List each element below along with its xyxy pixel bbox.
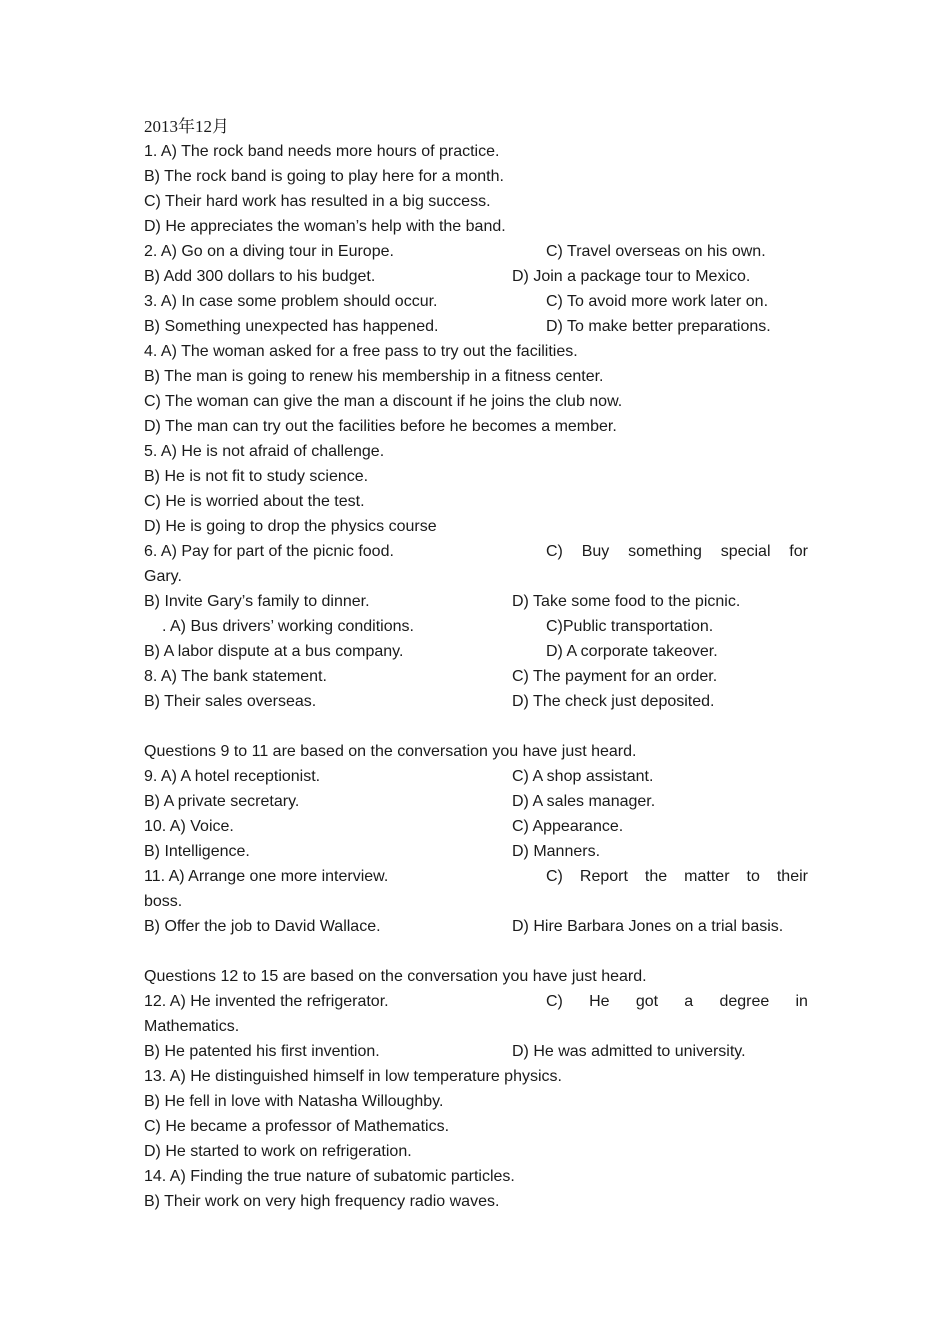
q7-row-2	[144, 639, 808, 664]
q3-option-b: B) Something unexpected has happened.	[144, 318, 439, 335]
q11-option-c-word: C)	[546, 868, 563, 885]
q9-row-1	[144, 764, 808, 789]
q1-option-a: 1. A) The rock band needs more hours of practice.	[144, 143, 500, 160]
q3-row-2	[144, 314, 808, 339]
q11-option-c	[546, 864, 808, 889]
q12-option-c	[546, 989, 808, 1014]
q7-option-d: D) A corporate takeover.	[546, 643, 718, 660]
q6-option-c-word: C)	[546, 543, 563, 560]
q1-option-b: B) The rock band is going to play here for a month.	[144, 168, 504, 185]
q11-option-c-word: the	[644, 868, 668, 885]
q2-row-2	[144, 264, 808, 289]
q12-option-c-word: in	[795, 993, 808, 1010]
q2-option-c: C) Travel overseas on his own.	[546, 243, 766, 260]
q6-row-2	[144, 589, 808, 614]
q7-row-1	[144, 614, 808, 639]
q9-option-a: 9. A) A hotel receptionist.	[144, 768, 321, 785]
q6-option-b: B) Invite Gary’s family to dinner.	[144, 593, 370, 610]
q7-option-a: . A) Bus drivers’ working conditions.	[162, 618, 414, 635]
q6-option-d: D) Take some food to the picnic.	[512, 593, 741, 610]
q10-option-c: C) Appearance.	[512, 818, 624, 835]
q1-option-d: D) He appreciates the woman’s help with the band.	[144, 218, 506, 235]
q12-option-d: D) He was admitted to university.	[512, 1043, 746, 1060]
q9-row-2	[144, 789, 808, 814]
q4-option-a: 4. A) The woman asked for a free pass to try out the facilities.	[144, 343, 578, 360]
q13-option-b: B) He fell in love with Natasha Willoughby.	[144, 1093, 444, 1110]
q1-option-c: C) Their hard work has resulted in a big success.	[144, 193, 491, 210]
q12-option-c-word: a	[684, 993, 694, 1010]
q13-option-a: 13. A) He distinguished himself in low temperature physics.	[144, 1068, 562, 1085]
q11-option-c-word: to	[746, 868, 760, 885]
section-heading-12-15: Questions 12 to 15 are based on the conversation you have just heard.	[144, 968, 647, 985]
q11-option-a: 11. A) Arrange one more interview.	[144, 868, 389, 885]
q5-option-d: D) He is going to drop the physics course	[144, 518, 437, 535]
q8-row-1	[144, 664, 808, 689]
q14-option-a: 14. A) Finding the true nature of subatomic particles.	[144, 1168, 515, 1185]
q5-option-a: 5. A) He is not afraid of challenge.	[144, 443, 385, 460]
q3-option-d: D) To make better preparations.	[546, 318, 771, 335]
q7-option-c: C)Public transportation.	[546, 618, 714, 635]
q8-row-2	[144, 689, 808, 714]
q3-option-c: C) To avoid more work later on.	[546, 293, 769, 310]
q6-option-c-word: for	[789, 543, 808, 560]
q6-option-c-word: special	[720, 543, 771, 560]
q11-option-c-word: matter	[684, 868, 730, 885]
q9-option-d: D) A sales manager.	[512, 793, 656, 810]
q8-option-a: 8. A) The bank statement.	[144, 668, 327, 685]
q10-row-1	[144, 814, 808, 839]
q12-option-a: 12. A) He invented the refrigerator.	[144, 993, 389, 1010]
q4-option-c: C) The woman can give the man a discount if he joins the club now.	[144, 393, 623, 410]
q5-option-b: B) He is not fit to study science.	[144, 468, 369, 485]
q12-option-c-word: degree	[719, 993, 770, 1010]
section-heading-9-11: Questions 9 to 11 are based on the conversation you have just heard.	[144, 743, 637, 760]
q2-option-d: D) Join a package tour to Mexico.	[512, 268, 751, 285]
q12-row-1	[144, 989, 808, 1014]
page-header-date: 2013年12月	[144, 117, 229, 136]
q14-option-b: B) Their work on very high frequency radio waves.	[144, 1193, 500, 1210]
section-spacer	[144, 939, 808, 964]
q4-option-b: B) The man is going to renew his membership in a fitness center.	[144, 368, 604, 385]
q12-option-c-word: C)	[546, 993, 563, 1010]
q11-option-c-continued: boss.	[144, 893, 183, 910]
q3-option-a: 3. A) In case some problem should occur.	[144, 293, 438, 310]
q2-row-1	[144, 239, 808, 264]
q3-row-1	[144, 289, 808, 314]
q6-option-c-word: something	[628, 543, 702, 560]
q12-row-2	[144, 1039, 808, 1064]
q6-option-c	[546, 539, 808, 564]
q6-row-1	[144, 539, 808, 564]
q11-row-1	[144, 864, 808, 889]
q11-option-c-word: their	[776, 868, 808, 885]
q11-option-c-word: Report	[579, 868, 628, 885]
q6-option-c-word: Buy	[581, 543, 610, 560]
q12-option-c-continued: Mathematics.	[144, 1018, 240, 1035]
q10-option-a: 10. A) Voice.	[144, 818, 234, 835]
q8-option-c: C) The payment for an order.	[512, 668, 718, 685]
q12-option-b: B) He patented his first invention.	[144, 1043, 380, 1060]
q5-option-c: C) He is worried about the test.	[144, 493, 365, 510]
q12-option-c-word: got	[635, 993, 659, 1010]
q12-option-c-word: He	[589, 993, 610, 1010]
q13-option-d: D) He started to work on refrigeration.	[144, 1143, 412, 1160]
q13-option-c: C) He became a professor of Mathematics.	[144, 1118, 450, 1135]
q9-option-b: B) A private secretary.	[144, 793, 300, 810]
q7-option-b: B) A labor dispute at a bus company.	[144, 643, 404, 660]
q10-option-b: B) Intelligence.	[144, 843, 250, 860]
q8-option-b: B) Their sales overseas.	[144, 693, 317, 710]
q8-option-d: D) The check just deposited.	[512, 693, 715, 710]
q6-option-c-continued: Gary.	[144, 568, 182, 585]
q11-option-d: D) Hire Barbara Jones on a trial basis.	[512, 918, 784, 935]
q2-option-b: B) Add 300 dollars to his budget.	[144, 268, 376, 285]
q10-option-d: D) Manners.	[512, 843, 601, 860]
q11-row-2	[144, 914, 808, 939]
question-list	[144, 139, 808, 1214]
q9-option-c: C) A shop assistant.	[512, 768, 654, 785]
q4-option-d: D) The man can try out the facilities before he becomes a member.	[144, 418, 617, 435]
q2-option-a: 2. A) Go on a diving tour in Europe.	[144, 243, 394, 260]
q10-row-2	[144, 839, 808, 864]
section-spacer	[144, 714, 808, 739]
q11-option-b: B) Offer the job to David Wallace.	[144, 918, 381, 935]
q6-option-a: 6. A) Pay for part of the picnic food.	[144, 543, 394, 560]
